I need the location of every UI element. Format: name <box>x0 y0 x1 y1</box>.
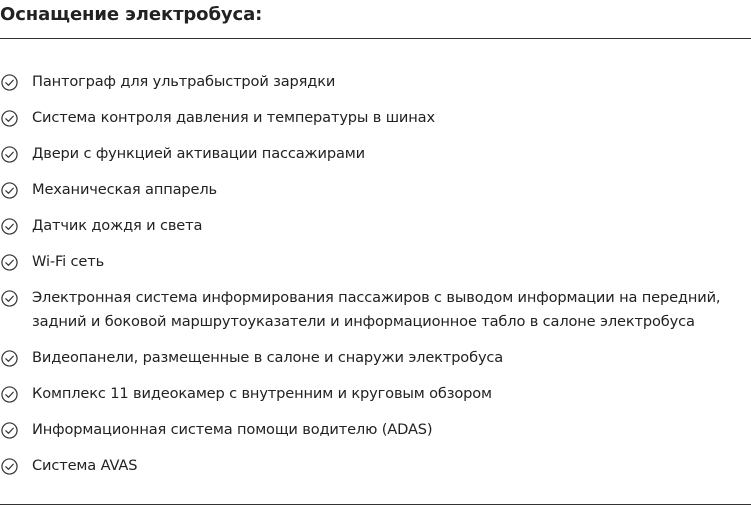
feature-label: Информационная система помощи водителю (ADAS) <box>32 421 433 438</box>
bottom-divider <box>0 504 751 505</box>
feature-item <box>0 106 751 130</box>
feature-item <box>0 382 751 406</box>
check-circle-icon <box>1 386 18 403</box>
feature-item <box>0 142 751 166</box>
features-list <box>0 70 751 490</box>
check-circle-icon <box>1 110 18 127</box>
feature-label: Механическая аппарель <box>32 181 217 198</box>
feature-item <box>0 214 751 238</box>
check-circle-icon <box>1 458 18 475</box>
feature-label: Система контроля давления и температуры в шинах <box>32 109 435 126</box>
feature-label: Система AVAS <box>32 457 138 474</box>
feature-item <box>0 346 751 370</box>
feature-item <box>0 454 751 478</box>
feature-label: Электронная система информирования пассажиров с выводом информации на передний, задний и боковой маршрутоуказатели и информационное табло в салоне электробуса <box>32 289 721 330</box>
feature-label: Двери с функцией активации пассажирами <box>32 145 365 162</box>
check-circle-icon <box>1 74 18 91</box>
check-circle-icon <box>1 422 18 439</box>
feature-label: Датчик дождя и света <box>32 217 203 234</box>
check-circle-icon <box>1 218 18 235</box>
check-circle-icon <box>1 254 18 271</box>
feature-item <box>0 178 751 202</box>
feature-label: Видеопанели, размещенные в салоне и снаружи электробуса <box>32 349 504 366</box>
section-title: Оснащение электробуса: <box>0 4 263 25</box>
feature-item <box>0 250 751 274</box>
feature-label: Пантограф для ультрабыстрой зарядки <box>32 73 336 90</box>
feature-label: Wi-Fi сеть <box>32 253 105 270</box>
check-circle-icon <box>1 350 18 367</box>
feature-item <box>0 70 751 94</box>
check-circle-icon <box>1 290 18 307</box>
feature-label: Комплекс 11 видеокамер с внутренним и круговым обзором <box>32 385 492 402</box>
top-divider <box>0 38 751 39</box>
check-circle-icon <box>1 146 18 163</box>
feature-item <box>0 286 751 334</box>
feature-item <box>0 418 751 442</box>
check-circle-icon <box>1 182 18 199</box>
